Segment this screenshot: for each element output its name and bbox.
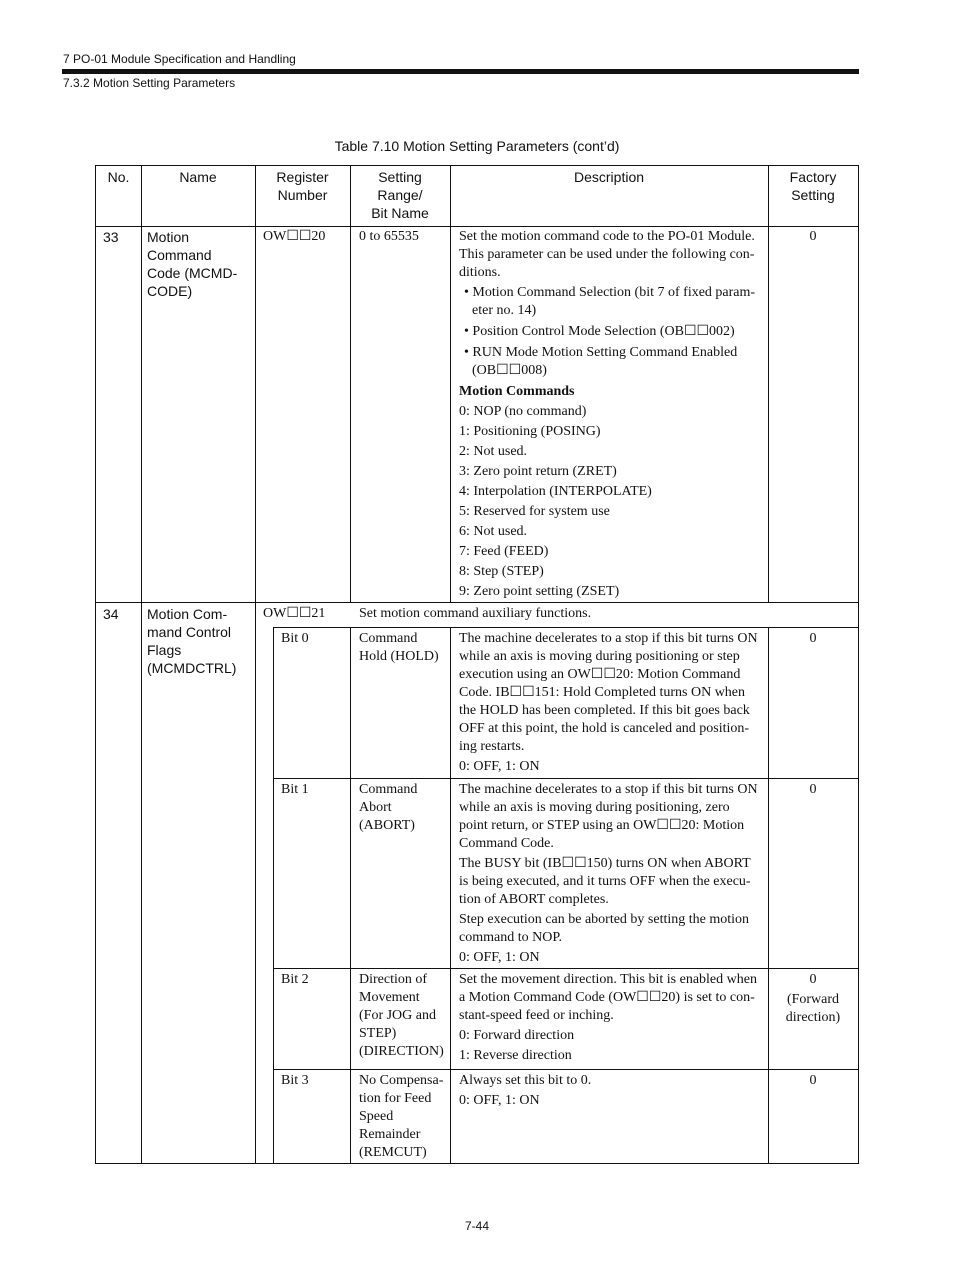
- bit3-label: Bit 3: [281, 1073, 309, 1088]
- col-header-name: Name: [179, 169, 217, 185]
- bit1-desc-text-3: Step execution can be aborted by setting the motion command to NOP.: [459, 912, 750, 945]
- row33-desc-intro: Set the motion command code to the PO-01 Module. This parameter can be used under the following con- ditions.: [459, 229, 755, 280]
- row33-bullet-2: • Position Control Mode Selection (OB☐☐002): [464, 324, 735, 339]
- row33-no: 33: [103, 229, 119, 245]
- bit0-values: 0: OFF, 1: ON: [459, 759, 540, 774]
- bit-indent-divider: [273, 627, 274, 1163]
- bit1-name: Command Abort (ABORT): [359, 782, 418, 833]
- bit3-description: [459, 1072, 769, 1112]
- row34-summary: Set motion command auxiliary functions.: [359, 606, 592, 621]
- col-divider-register-34: [350, 627, 351, 1163]
- row33-bullet-1: • Motion Command Selection (bit 7 of fixed param- eter no. 14): [464, 285, 756, 318]
- command-item: 5: Reserved for system use: [459, 504, 610, 519]
- bit0-bit1-divider: [273, 778, 858, 779]
- table-caption: Table 7.10 Motion Setting Parameters (cont’d): [334, 138, 620, 154]
- col-divider-range-33: [450, 166, 451, 602]
- command-item: 3: Zero point return (ZRET): [459, 464, 617, 479]
- command-item: 4: Interpolation (INTERPOLATE): [459, 484, 652, 499]
- bit2-factory: [768, 971, 858, 1027]
- header-row-divider: [96, 226, 858, 227]
- row34-no: 34: [103, 606, 119, 622]
- bit0-desc-text: The machine decelerates to a stop if this bit turns ON while an axis is moving during positioning or step execution using an OW☐☐20: Motion Command Code. IB☐☐151: Hold Completed turns ON when the HOLD has been completed. If this bit goes back OFF at this point, the hold is canceled and position- ing restarts.: [459, 631, 758, 754]
- page-number: 7-44: [464, 1219, 490, 1233]
- section-header: 7.3.2 Motion Setting Parameters: [63, 76, 236, 90]
- row33-commands-title: Motion Commands: [459, 384, 575, 399]
- col-divider-name: [255, 166, 256, 1163]
- bit0-description: [459, 630, 769, 778]
- bit1-label: Bit 1: [281, 782, 309, 797]
- bit0-label: Bit 0: [281, 631, 309, 646]
- row34-name: Motion Com- mand Control Flags (MCMDCTRL): [147, 606, 237, 676]
- command-item: 1: Positioning (POSING): [459, 424, 601, 439]
- bit2-values-2: 1: Reverse direction: [459, 1048, 572, 1063]
- bit1-desc-text: The machine decelerates to a stop if this bit turns ON while an axis is moving during positioning, zero point return, or STEP using an OW☐☐20: Motion Command Code.: [459, 782, 758, 851]
- command-item: 8: Step (STEP): [459, 564, 544, 579]
- row33-register: OW☐☐20: [263, 229, 326, 244]
- command-item: 0: NOP (no command): [459, 404, 587, 419]
- bit0-factory: 0: [809, 631, 817, 646]
- command-item: 2: Not used.: [459, 444, 528, 459]
- col-header-no: No.: [107, 169, 130, 185]
- bit3-factory: 0: [809, 1073, 817, 1088]
- summary-row-divider: [273, 627, 858, 628]
- row33-factory: 0: [809, 229, 817, 244]
- command-item: 7: Feed (FEED): [459, 544, 549, 559]
- chapter-header: 7 PO-01 Module Specification and Handling: [63, 52, 296, 66]
- bit1-desc-text-2: The BUSY bit (IB☐☐150) turns ON when ABORT is being executed, and it turns OFF when the execu- tion of ABORT completes.: [459, 856, 751, 907]
- command-item: 9: Zero point setting (ZSET): [459, 584, 620, 599]
- bit1-description: [459, 781, 769, 969]
- bit2-description: [459, 971, 769, 1067]
- bit2-bit3-divider: [273, 1069, 858, 1070]
- command-item: 6: Not used.: [459, 524, 528, 539]
- bit0-name: Command Hold (HOLD): [359, 631, 439, 664]
- col-divider-register-33: [350, 166, 351, 602]
- bit2-values-1: 0: Forward direction: [459, 1028, 575, 1043]
- col-header-register: Register Number: [276, 169, 329, 203]
- parameter-table: [95, 165, 859, 1164]
- bit2-name: Direction of Movement (For JOG and STEP) (DIRECTION): [359, 972, 444, 1059]
- row33-range: 0 to 65535: [359, 229, 419, 244]
- bit1-values: 0: OFF, 1: ON: [459, 950, 540, 965]
- bit2-desc-text: Set the movement direction. This bit is enabled when a Motion Command Code (OW☐☐20) is set to con- stant-speed feed or inching.: [459, 972, 757, 1023]
- bit2-factory-note: (Forward direction): [785, 992, 841, 1025]
- row33-bullet-3: • RUN Mode Motion Setting Command Enabled (OB☐☐008): [464, 345, 738, 378]
- col-header-factory: Factory Setting: [789, 169, 837, 203]
- col-header-description: Description: [573, 169, 645, 185]
- bit1-factory: 0: [809, 782, 817, 797]
- col-header-setting: Setting Range/ Bit Name: [371, 169, 429, 221]
- bit2-factory-value: 0: [809, 972, 817, 987]
- col-divider-no: [141, 166, 142, 1163]
- bit3-name: No Compensa- tion for Feed Speed Remainder (REMCUT): [359, 1073, 444, 1160]
- bit3-values: 0: OFF, 1: ON: [459, 1093, 540, 1108]
- bit3-desc-text: Always set this bit to 0.: [459, 1073, 592, 1088]
- row33-name: Motion Command Code (MCMD- CODE): [147, 229, 238, 299]
- row33-description: [459, 228, 767, 603]
- bit2-label: Bit 2: [281, 972, 309, 987]
- row34-register: OW☐☐21: [263, 606, 326, 621]
- header-rule: [62, 69, 859, 74]
